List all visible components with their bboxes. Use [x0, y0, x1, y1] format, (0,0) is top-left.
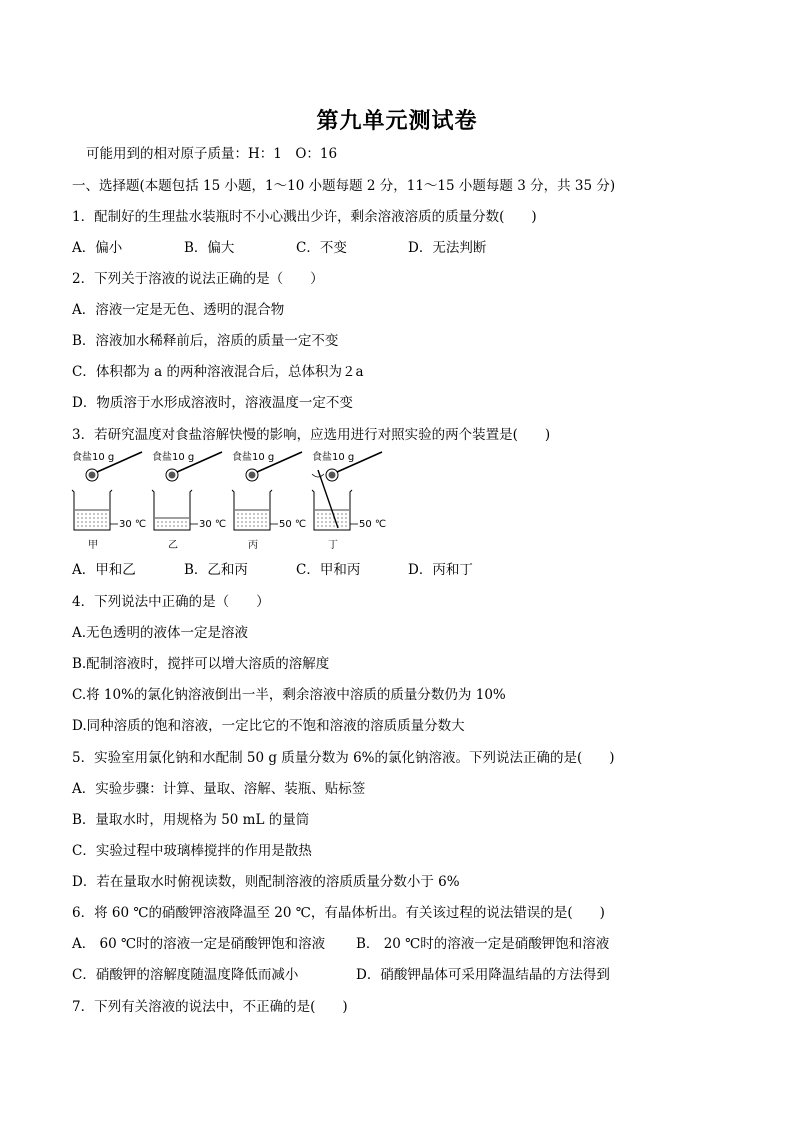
question-6-option-b: B． 20 ℃时的溶液一定是硝酸钾饱和溶液 — [356, 936, 610, 952]
question-4-stem: 4．下列说法中正确的是（ ） — [72, 594, 270, 610]
salt-label: 食盐10 g — [312, 452, 355, 463]
page-title: 第九单元测试卷 — [316, 108, 478, 134]
temperature-label: 30 ℃ — [199, 519, 227, 530]
question-4-option-d: D.同种溶质的饱和溶液，一定比它的不饱和溶液的溶质质量分数大 — [72, 718, 465, 734]
temperature-label: 50 ℃ — [279, 519, 307, 530]
question-3-option-b: B．乙和丙 — [184, 562, 248, 578]
atomic-mass-note: 可能用到的相对原子质量：H：1 O：16 — [86, 146, 338, 162]
question-2-option-a: A．溶液一定是无色、透明的混合物 — [72, 302, 285, 318]
temperature-label: 50 ℃ — [359, 519, 387, 530]
beaker-figure — [68, 446, 388, 556]
question-7-stem: 7．下列有关溶液的说法中，不正确的是( ) — [72, 999, 348, 1015]
question-5-stem: 5．实验室用氯化钠和水配制 50 g 质量分数为 6%的氯化钠溶液。下列说法正确的是( ) — [72, 750, 615, 766]
question-5-option-d: D．若在量取水时俯视读数，则配制溶液的溶质质量分数小于 6% — [72, 874, 460, 890]
stirring-rod-icon — [318, 470, 338, 528]
beaker-icon — [152, 490, 192, 530]
question-2-stem: 2．下列关于溶液的说法正确的是（ ） — [72, 271, 324, 287]
salt-pile-icon — [249, 472, 256, 479]
salt-label: 食盐10 g — [72, 452, 115, 463]
question-3-option-d: D．丙和丁 — [408, 562, 473, 578]
beaker-setup-3 — [232, 450, 306, 551]
question-4-option-b: B.配制溶液时，搅拌可以增大溶质的溶解度 — [72, 656, 330, 672]
salt-label: 食盐10 g — [232, 452, 275, 463]
question-1-option-c: C．不变 — [296, 240, 347, 256]
question-1-stem: 1．配制好的生理盐水装瓶时不小心溅出少许，剩余溶液溶质的质量分数( ) — [72, 209, 537, 225]
salt-pile-icon — [329, 472, 336, 479]
beaker-name: 甲 — [88, 540, 98, 551]
salt-pile-icon — [169, 472, 176, 479]
salt-pile-icon — [89, 472, 96, 479]
question-4-option-a: A.无色透明的液体一定是溶液 — [72, 625, 249, 641]
question-6-stem: 6．将 60 ℃的硝酸钾溶液降温至 20 ℃，有晶体析出。有关该过程的说法错误的是( ) — [72, 905, 605, 921]
temperature-label: 30 ℃ — [119, 519, 147, 530]
salt-label: 食盐10 g — [152, 452, 195, 463]
beaker-setup-4 — [312, 450, 386, 551]
question-6-option-c: C．硝酸钾的溶解度随温度降低而减小 — [72, 967, 299, 983]
beaker-name: 丁 — [328, 540, 338, 551]
question-2-option-c: C．体积都为 a 的两种溶液混合后，总体积为２a — [72, 364, 364, 380]
beaker-setup-2 — [152, 450, 226, 551]
question-1-option-b: B．偏大 — [184, 240, 235, 256]
stir-arrow-icon — [312, 474, 324, 477]
question-3-option-c: C．甲和丙 — [296, 562, 361, 578]
question-1-option-a: A．偏小 — [72, 240, 123, 256]
question-5-option-a: A．实验步骤：计算、量取、溶解、装瓶、贴标签 — [72, 781, 366, 797]
question-2-option-d: D．物质溶于水形成溶液时，溶液温度一定不变 — [72, 395, 353, 411]
question-2-option-b: B．溶液加水稀释前后，溶质的质量一定不变 — [72, 333, 339, 349]
beaker-name: 丙 — [248, 540, 258, 551]
question-5-option-b: B．量取水时，用规格为 50 mL 的量筒 — [72, 812, 310, 828]
question-6-option-d: D．硝酸钾晶体可采用降温结晶的方法得到 — [356, 967, 610, 983]
beaker-name: 乙 — [168, 540, 178, 551]
question-3-option-a: A．甲和乙 — [72, 562, 136, 578]
question-1-option-d: D．无法判断 — [408, 240, 487, 256]
section-heading: 一、选择题(本题包括 15 小题，1～10 小题每题 2 分，11～15 小题每题 3 分，共 35 分) — [72, 178, 616, 194]
beaker-setup-1 — [72, 450, 146, 551]
question-3-stem: 3．若研究温度对食盐溶解快慢的影响，应选用进行对照实验的两个装置是( ) — [72, 427, 551, 443]
question-4-option-c: C.将 10%的氯化钠溶液倒出一半，剩余溶液中溶质的质量分数仍为 10% — [72, 687, 506, 703]
question-5-option-c: C．实验过程中玻璃棒搅拌的作用是散热 — [72, 843, 312, 859]
question-6-option-a: A． 60 ℃时的溶液一定是硝酸钾饱和溶液 — [72, 936, 326, 952]
